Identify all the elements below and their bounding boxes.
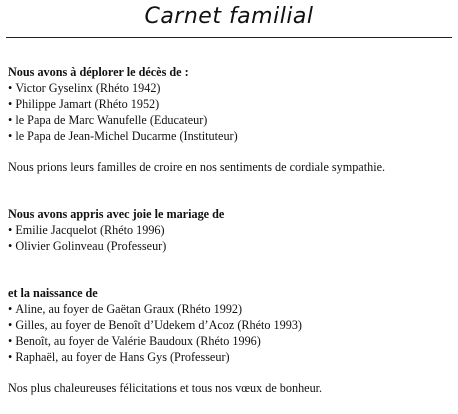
marriages-heading: Nous avons appris avec joie le mariage de bbox=[8, 207, 225, 221]
spacer bbox=[8, 254, 454, 285]
spacer bbox=[8, 175, 454, 206]
title-divider bbox=[6, 37, 452, 38]
announcements bbox=[8, 64, 454, 396]
deaths-section bbox=[8, 64, 454, 175]
spacer bbox=[8, 365, 454, 380]
deaths-item: • Victor Gyselinx (Rhéto 1942) bbox=[8, 80, 454, 96]
marriages-item: • Emilie Jacquelot (Rhéto 1996) bbox=[8, 222, 454, 238]
births-heading: et la naissance de bbox=[8, 286, 98, 300]
marriages-section bbox=[8, 206, 454, 254]
births-item: • Gilles, au foyer de Benoît d’Udekem d’Acoz (Rhéto 1993) bbox=[8, 317, 454, 333]
deaths-item: • le Papa de Jean-Michel Ducarme (Instituteur) bbox=[8, 128, 454, 144]
deaths-item: • Philippe Jamart (Rhéto 1952) bbox=[8, 96, 454, 112]
marriages-item: • Olivier Golinveau (Professeur) bbox=[8, 238, 454, 254]
births-item: • Aline, au foyer de Gaëtan Graux (Rhéto 1992) bbox=[8, 301, 454, 317]
births-section bbox=[8, 285, 454, 396]
births-item: • Benoît, au foyer de Valérie Baudoux (Rhéto 1996) bbox=[8, 333, 454, 349]
congratulations-message: Nos plus chaleureuses félicitations et tous nos vœux de bonheur. bbox=[8, 381, 323, 395]
page-title: Carnet familial bbox=[144, 4, 314, 29]
deaths-item: • le Papa de Marc Wanufelle (Educateur) bbox=[8, 112, 454, 128]
condolence-message: Nous prions leurs familles de croire en nos sentiments de cordiale sympathie. bbox=[8, 160, 386, 174]
births-item: • Raphaël, au foyer de Hans Gys (Professeur) bbox=[8, 349, 454, 365]
spacer bbox=[8, 144, 454, 159]
deaths-heading: Nous avons à déplorer le décès de : bbox=[8, 65, 189, 79]
